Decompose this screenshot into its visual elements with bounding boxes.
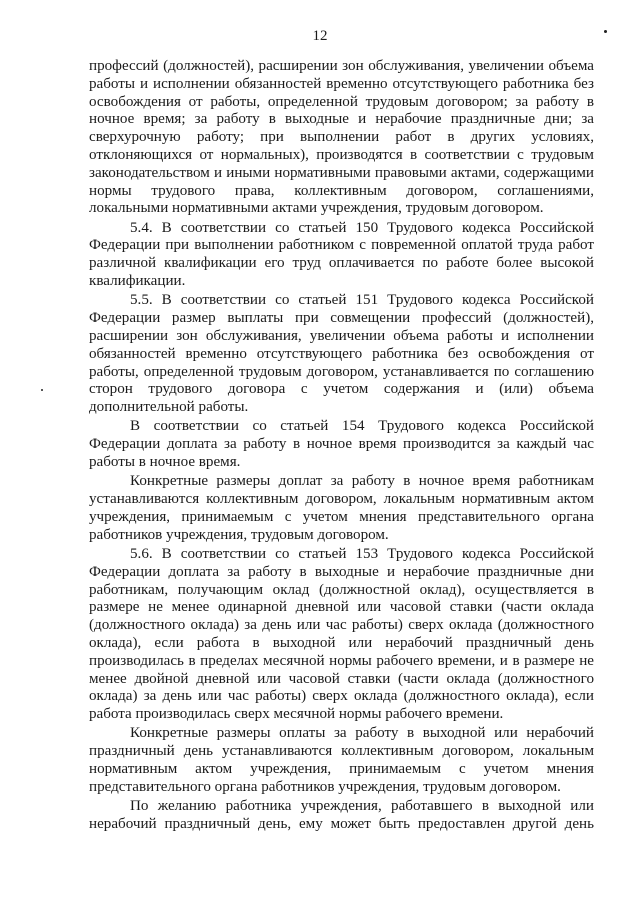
document-body (89, 58, 594, 835)
paragraph-5-5: 5.5. В соответствии со статьей 151 Трудового кодекса Российской Федерации размер выплаты при совмещении профессий (должностей), расширении зон обслуживания, увеличении объема работы и исполнении обязанностей временно отсутствующего работника без освобождения от работы, определенной трудовым договором, устанавливается по соглашению сторон трудового договора с учетом содержания и (или) объема дополнительной работы. (89, 292, 594, 416)
paragraph-night-work: В соответствии со статьей 154 Трудового кодекса Российской Федерации доплата за работу в ночное время производится за каждый час работы в ночное время. (89, 418, 594, 471)
page-number: 12 (312, 28, 328, 44)
paragraph-day-off: По желанию работника учреждения, работавшего в выходной или нерабочий праздничный день, ему может быть предоставлен другой день (89, 798, 594, 832)
paragraph-5-4: 5.4. В соответствии со статьей 150 Трудового кодекса Российской Федерации при выполнении работником с повременной оплатой труда работ различной квалификации его труд оплачивается по работе более высокой квалификации. (89, 219, 594, 290)
paragraph-5-6: 5.6. В соответствии со статьей 153 Трудового кодекса Российской Федерации доплата за работу в выходные и нерабочие праздничные дни работникам, получающим оклад (должностной оклад), осуществляется в размере не менее одинарной дневной или часовой ставки (части оклада (должностного оклада) за день или час работы) сверх оклада (должностного оклада), если работа в выходной или нерабочий праздничный день производилась в пределах месячной нормы рабочего времени, и в размере не менее двойной дневной или часовой ставки (части оклада (должностного оклада) за день или час работы) сверх оклада (должностного оклада), если работа производилась сверх месячной нормы рабочего времени. (89, 546, 594, 723)
paragraph-night-work-rates: Конкретные размеры доплат за работу в ночное время работникам устанавливаются коллективным договором, локальным нормативным актом учреждения, принимаемым с учетом мнения представительного органа работников учреждения, трудовым договором. (89, 473, 594, 543)
scan-speck (604, 30, 607, 33)
scan-speck (41, 389, 43, 391)
paragraph-holiday-rates: Конкретные размеры оплаты за работу в выходной или нерабочий праздничный день устанавливаются коллективным договором, локальным нормативным актом учреждения, принимаемым с учетом мнения представительного органа работников учреждения, трудовым договором. (89, 725, 594, 795)
paragraph-intro-continuation: профессий (должностей), расширении зон обслуживания, увеличении объема работы и исполнении обязанностей временно отсутствующего работника без освобождения от работы, определенной трудовым договором; за работу в ночное время; за работу в выходные и нерабочие праздничные дни; за сверхурочную работу; при выполнении работ в других условиях, отклоняющихся от нормальных), производятся в соответствии с трудовым законодательством и иными нормативными правовыми актами, содержащими нормы трудового права, коллективным договором, соглашениями, локальными нормативными актами учреждения, трудовым договором. (89, 58, 594, 217)
